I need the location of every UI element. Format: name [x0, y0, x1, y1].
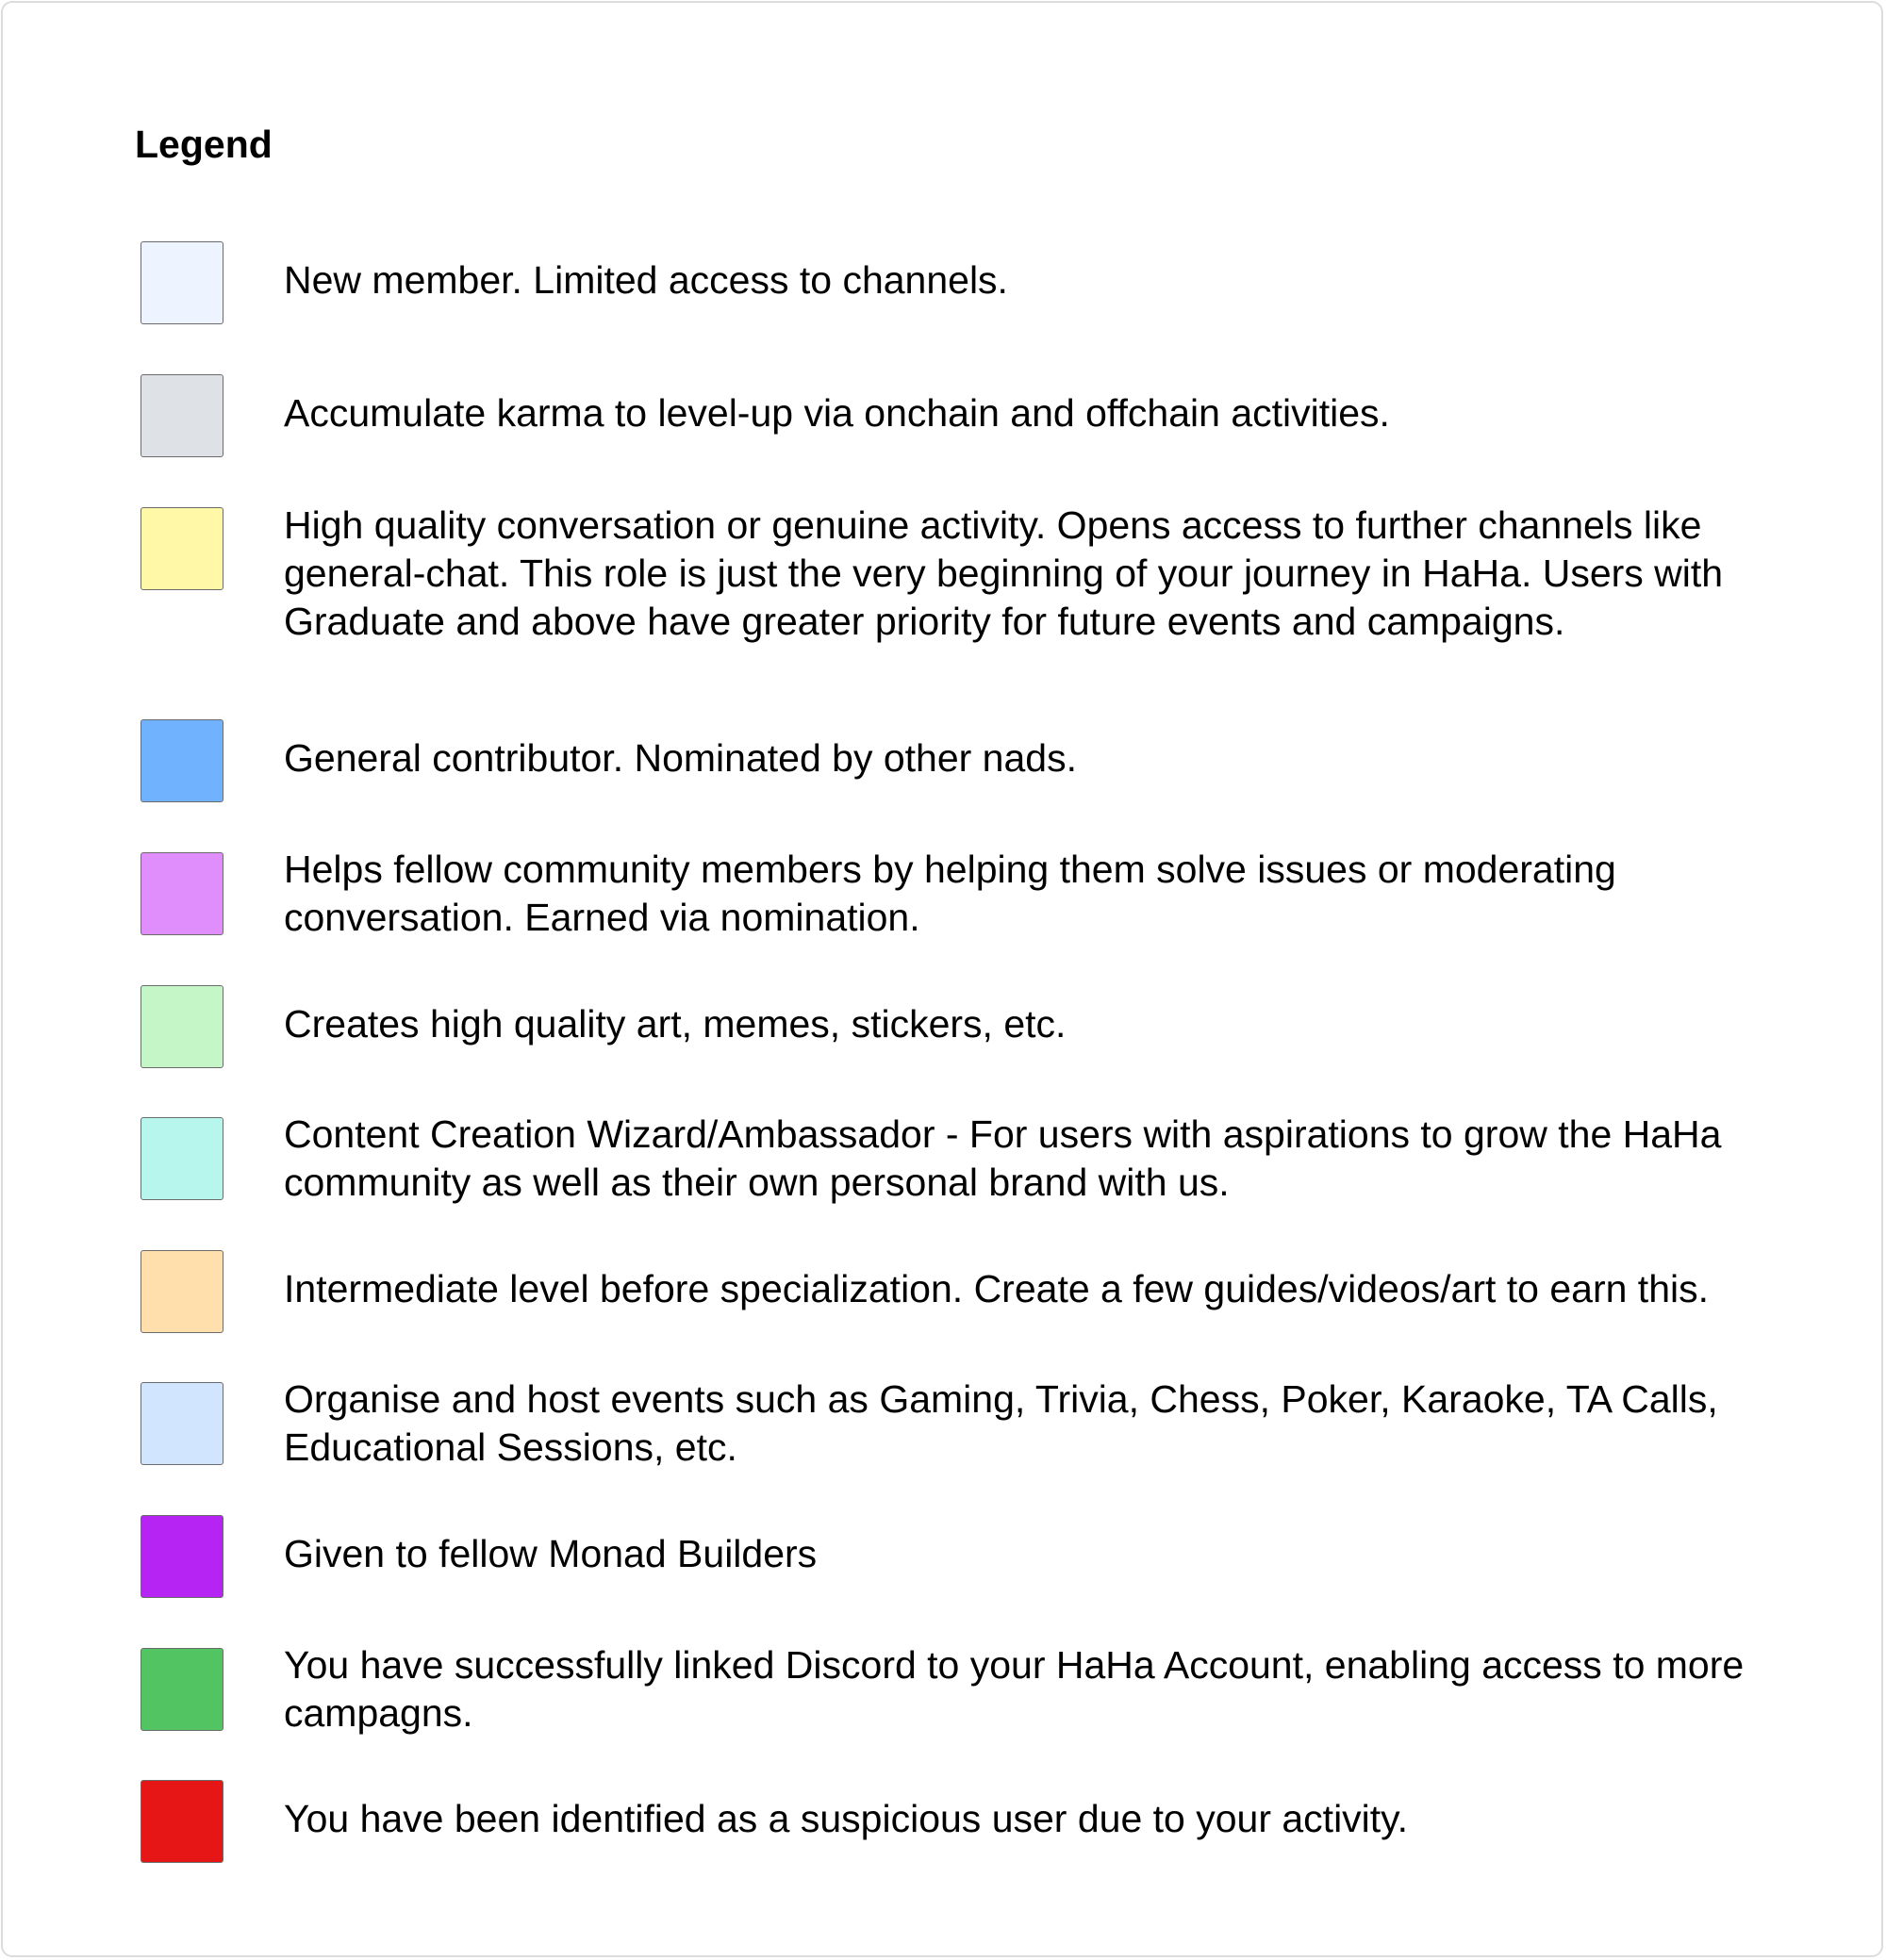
color-swatch — [141, 1780, 223, 1863]
color-swatch — [141, 985, 223, 1068]
legend-item-description: You have successfully linked Discord to your HaHa Account, enabling access to more campagns. — [284, 1643, 1745, 1735]
color-swatch — [141, 1515, 223, 1598]
legend-item-description: High quality conversation or genuine activity. Opens access to further channels like general-chat. This role is just the very beginning of your journey in HaHa. Users with Graduate and above have greater priority for future events and campaigns. — [284, 503, 1724, 643]
color-swatch — [141, 374, 223, 457]
color-swatch — [141, 507, 223, 590]
color-swatch — [141, 1382, 223, 1465]
legend-title: Legend — [135, 123, 273, 166]
color-swatch — [141, 852, 223, 935]
color-swatch — [141, 719, 223, 802]
color-swatch — [141, 1250, 223, 1333]
legend-item-description: Organise and host events such as Gaming, Trivia, Chess, Poker, Karaoke, TA Calls, Educational Sessions, etc. — [284, 1377, 1718, 1469]
legend-item-description: Accumulate karma to level-up via onchain and offchain activities. — [284, 391, 1390, 435]
legend-item-description: Creates high quality art, memes, stickers, etc. — [284, 1002, 1067, 1046]
legend-item-description: Given to fellow Monad Builders — [284, 1532, 818, 1575]
legend-item-description: Intermediate level before specialization. Create a few guides/videos/art to earn this. — [284, 1267, 1709, 1310]
color-swatch — [141, 1117, 223, 1200]
legend-item-description: You have been identified as a suspicious user due to your activity. — [284, 1797, 1409, 1840]
legend-item-description: New member. Limited access to channels. — [284, 258, 1008, 302]
legend-item-description: Content Creation Wizard/Ambassador - For users with aspirations to grow the HaHa community as well as their own personal brand with us. — [284, 1112, 1722, 1204]
color-swatch — [141, 241, 223, 324]
legend-item-description: General contributor. Nominated by other nads. — [284, 736, 1077, 780]
legend-item-description: Helps fellow community members by helping them solve issues or moderating conversation. Earned via nomination. — [284, 848, 1616, 939]
color-swatch — [141, 1648, 223, 1731]
